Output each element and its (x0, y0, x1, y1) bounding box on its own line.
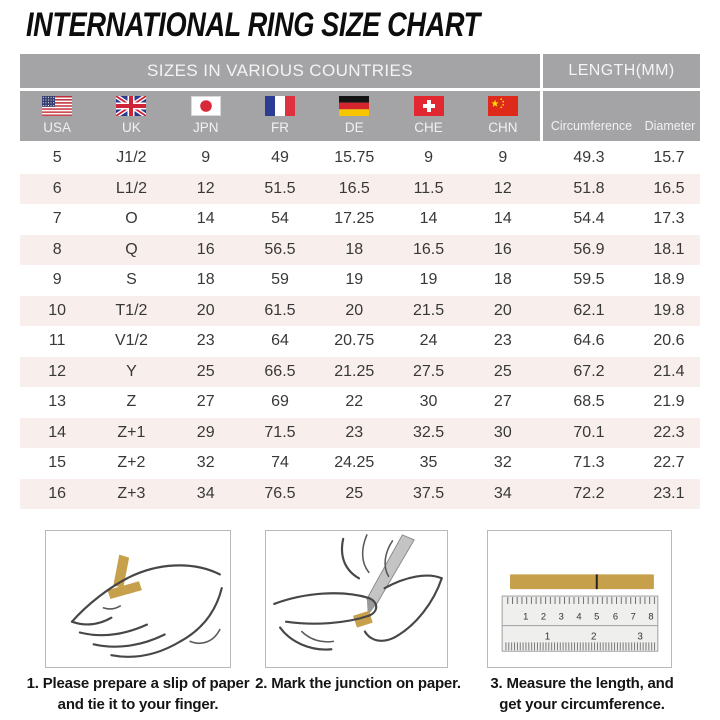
table-cell: 37.5 (412, 484, 445, 502)
table-cell: 66.5 (264, 362, 296, 380)
china-flag-icon (488, 96, 518, 116)
length-group-header: LENGTH(MM) (543, 54, 700, 88)
table-cell: 32.5 (412, 423, 445, 441)
table-cell: 72.2 (573, 484, 605, 502)
table-cell: 70.1 (573, 423, 605, 441)
table-cell: 16.5 (412, 240, 445, 258)
page-title: INTERNATIONAL RING SIZE CHART (26, 6, 480, 44)
country-code-label: FR (270, 120, 289, 135)
column-header-chn (466, 91, 540, 141)
circumference-column-label: Circumference (550, 119, 633, 133)
table-cell: 24 (419, 332, 438, 350)
table-cell: 67.2 (573, 362, 605, 380)
column-header-fr (243, 91, 317, 141)
switzerland-flag-icon (414, 96, 444, 116)
table-cell: 19.8 (653, 301, 685, 319)
svg-text:4: 4 (576, 611, 582, 622)
step2-illustration-box (265, 530, 448, 668)
step2-caption (246, 673, 470, 694)
table-cell: 9 (498, 149, 508, 167)
length-column-headers (543, 91, 700, 141)
table-cell: 25 (345, 484, 364, 502)
column-header-che (391, 91, 465, 141)
table-row (20, 174, 700, 205)
table-group-header (20, 54, 700, 88)
table-cell: 59 (271, 271, 289, 289)
table-cell: 25 (196, 362, 215, 380)
country-code-label: DE (344, 120, 364, 135)
table-cell: 10 (48, 301, 67, 319)
table-cell: 19 (345, 271, 364, 289)
table-cell: 11.5 (413, 179, 444, 197)
france-flag-icon (265, 96, 295, 116)
table-cell: 15.7 (653, 149, 685, 167)
table-row (20, 265, 700, 296)
table-cell: 29 (196, 423, 215, 441)
table-cell: 13 (48, 393, 67, 411)
paper-strip (510, 574, 654, 589)
table-cell: 71.3 (573, 454, 605, 472)
country-code-label: CHE (414, 120, 443, 135)
step2-caption-line1: 2. Mark the junction on paper. (255, 675, 461, 692)
step1-caption (18, 673, 258, 715)
usa-flag-icon (42, 96, 72, 116)
table-cell: 61.5 (264, 301, 296, 319)
table-cell: 30 (419, 393, 438, 411)
sizes-group-header: SIZES IN VARIOUS COUNTRIES (20, 54, 540, 88)
table-cell: 30 (493, 423, 512, 441)
table-cell: 54.4 (573, 210, 605, 228)
table-cell: 7 (52, 210, 62, 228)
column-header-jpn (169, 91, 243, 141)
step1-caption-line1: 1. Please prepare a slip of paper (26, 675, 250, 692)
table-row (20, 204, 700, 235)
table-cell: S (126, 271, 137, 289)
hand-with-paper-illustration (46, 531, 230, 667)
country-code-label: USA (43, 120, 72, 135)
step3-caption-line2: get your circumference. (499, 696, 665, 713)
table-cell: 22.3 (653, 423, 685, 441)
table-row (20, 479, 700, 510)
table-cell: 20.6 (653, 332, 685, 350)
table-cell: 27 (196, 393, 215, 411)
step1-illustration-box (45, 530, 231, 668)
table-cell: 9 (52, 271, 62, 289)
ruler-measure-illustration (488, 531, 671, 667)
table-cell: 23 (196, 332, 215, 350)
table-cell: 34 (493, 484, 512, 502)
table-cell: 64.6 (573, 332, 605, 350)
step3-caption (468, 673, 696, 715)
step1-caption-line2: and tie it to your finger. (57, 696, 219, 713)
table-cell: 21.9 (653, 393, 685, 411)
table-row (20, 235, 700, 266)
table-cell: Z+2 (117, 454, 146, 472)
diameter-column-label: Diameter (644, 119, 696, 133)
table-cell: 18.9 (653, 271, 685, 289)
svg-text:2: 2 (540, 611, 547, 622)
table-row (20, 326, 700, 357)
table-cell: 15 (48, 454, 67, 472)
column-header-usa (20, 91, 94, 141)
svg-text:6: 6 (612, 611, 619, 622)
table-cell: 74 (271, 454, 289, 472)
table-cell: 17.25 (334, 210, 375, 228)
table-cell: 9 (424, 149, 433, 167)
table-cell: 62.1 (573, 301, 605, 319)
table-cell: 32 (493, 454, 512, 472)
table-cell: 16 (48, 484, 67, 502)
step3-illustration-box (487, 530, 672, 668)
table-cell: 54 (271, 210, 289, 228)
column-header-de (317, 91, 391, 141)
table-cell: 49.3 (573, 149, 605, 167)
svg-text:1: 1 (523, 611, 529, 622)
table-cell: 27 (493, 393, 512, 411)
table-cell: 49 (271, 149, 289, 167)
svg-text:8: 8 (648, 611, 654, 622)
svg-text:7: 7 (630, 611, 636, 622)
table-cell: J1/2 (116, 149, 147, 167)
table-cell: 12 (493, 179, 512, 197)
svg-text:3: 3 (637, 631, 643, 643)
table-cell: 6 (52, 179, 62, 197)
table-cell: 76.5 (264, 484, 296, 502)
table-cell: O (125, 210, 138, 228)
table-row (20, 357, 700, 388)
table-cell: L1/2 (115, 179, 147, 197)
table-cell: 18.1 (653, 240, 685, 258)
ring-size-table (20, 54, 700, 509)
column-header-uk (94, 91, 168, 141)
table-cell: 68.5 (573, 393, 605, 411)
table-cell: 23.1 (653, 484, 685, 502)
uk-flag-icon (116, 96, 146, 116)
table-cell: Z+3 (117, 484, 146, 502)
table-cell: 14 (493, 210, 512, 228)
japan-flag-icon (191, 96, 221, 116)
table-row (20, 143, 700, 174)
table-cell: Z (126, 393, 137, 411)
table-cell: 5 (52, 149, 62, 167)
table-cell: Y (126, 362, 137, 380)
table-cell: 11 (48, 332, 66, 350)
table-cell: 56.5 (264, 240, 296, 258)
table-cell: 69 (271, 393, 289, 411)
table-cell: 17.3 (653, 210, 685, 228)
table-column-header-row (20, 91, 700, 141)
table-cell: 19 (419, 271, 438, 289)
country-code-label: CHN (488, 120, 518, 135)
country-code-label: JPN (192, 120, 219, 135)
table-cell: 59.5 (573, 271, 605, 289)
table-cell: 21.4 (653, 362, 685, 380)
table-row (20, 387, 700, 418)
table-cell: 14 (419, 210, 438, 228)
table-row (20, 418, 700, 449)
table-cell: 15.75 (334, 149, 375, 167)
table-cell: 21.25 (334, 362, 375, 380)
svg-text:2: 2 (591, 631, 597, 643)
table-cell: 14 (48, 423, 67, 441)
table-cell: 64 (271, 332, 289, 350)
table-cell: 22 (345, 393, 364, 411)
table-cell: 16 (493, 240, 512, 258)
table-cell: 16.5 (653, 179, 685, 197)
table-cell: 9 (201, 149, 211, 167)
table-row (20, 448, 700, 479)
mark-junction-illustration (266, 531, 447, 667)
table-cell: 18 (493, 271, 512, 289)
svg-text:3: 3 (558, 611, 564, 622)
germany-flag-icon (339, 96, 369, 116)
table-cell: 56.9 (573, 240, 605, 258)
table-row (20, 296, 700, 327)
table-cell: 16 (196, 240, 215, 258)
table-cell: 12 (48, 362, 67, 380)
table-cell: V1/2 (114, 332, 148, 350)
svg-text:5: 5 (594, 611, 600, 622)
table-cell: 27.5 (412, 362, 445, 380)
table-cell: 20 (196, 301, 215, 319)
table-cell: 20 (345, 301, 364, 319)
table-cell: 23 (345, 423, 364, 441)
table-cell: 20 (493, 301, 512, 319)
table-cell: 20.75 (334, 332, 375, 350)
table-cell: 12 (196, 179, 215, 197)
table-cell: 23 (493, 332, 512, 350)
table-cell: T1/2 (115, 301, 148, 319)
table-cell: 22.7 (653, 454, 685, 472)
svg-text:1: 1 (544, 631, 551, 643)
table-cell: Z+1 (117, 423, 146, 441)
table-cell: 51.8 (573, 179, 605, 197)
table-cell: 18 (196, 271, 215, 289)
table-cell: 34 (196, 484, 215, 502)
table-cell: 51.5 (264, 179, 296, 197)
table-cell: 32 (196, 454, 215, 472)
table-cell: 35 (419, 454, 438, 472)
country-code-label: UK (122, 120, 141, 135)
table-cell: 16.5 (338, 179, 370, 197)
table-cell: 21.5 (412, 301, 445, 319)
table-cell: 25 (493, 362, 512, 380)
ring-size-table-body (20, 143, 700, 509)
table-cell: 24.25 (334, 454, 375, 472)
table-cell: 8 (52, 240, 62, 258)
table-cell: Q (125, 240, 138, 258)
table-cell: 14 (196, 210, 215, 228)
step3-caption-line1: 3. Measure the length, and (490, 675, 674, 692)
table-cell: 18 (345, 240, 364, 258)
table-cell: 71.5 (264, 423, 296, 441)
